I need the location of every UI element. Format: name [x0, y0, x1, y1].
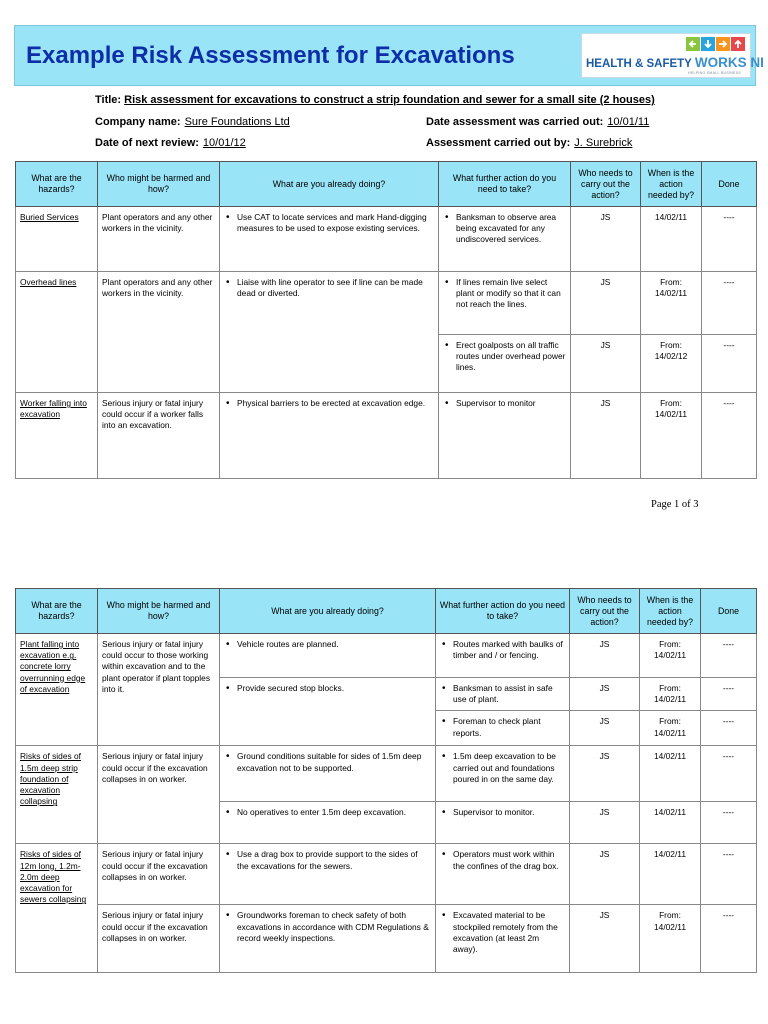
- col-by-whom: Who needs to carry out the action?: [571, 162, 641, 207]
- col-when: When is the action needed by?: [641, 162, 702, 207]
- table-row: [16, 634, 757, 678]
- by-whom-cell: JS: [571, 393, 641, 479]
- col-further: What further action do you need to take?: [439, 162, 571, 207]
- arrows-icon: [686, 37, 746, 51]
- doing-cell: • Liaise with line operator to see if line can be made dead or diverted.: [220, 272, 439, 393]
- who-cell: Serious injury or fatal injury could occur if the excavation collapses in on worker.: [98, 844, 220, 905]
- who-cell: Serious injury or fatal injury could occur to those working within excavation and to the plant operator if plant topples into it.: [98, 634, 220, 746]
- logo-text: HEALTH & SAFETY WORKS NI: [586, 55, 764, 70]
- who-cell: Plant operators and any other workers in the vicinity.: [98, 272, 220, 393]
- company-name: Company name: Sure Foundations Ltd: [95, 116, 290, 128]
- done-cell: ----: [701, 905, 757, 973]
- done-cell: ----: [701, 711, 757, 746]
- col-when: When is the action needed by?: [640, 589, 701, 634]
- table-row: [16, 746, 757, 802]
- further-cell: • 1.5m deep excavation to be carried out and foundations poured in on the same day.: [436, 746, 570, 802]
- date-carried-out: Date assessment was carried out: 10/01/11: [426, 116, 650, 128]
- company-name-value: Sure Foundations Ltd: [184, 116, 290, 128]
- who-cell: Serious injury or fatal injury could occur if the excavation collapses in on worker.: [98, 905, 220, 973]
- done-cell: ----: [701, 802, 757, 844]
- done-cell: ----: [702, 207, 757, 272]
- when-cell: 14/02/11: [640, 802, 701, 844]
- when-cell: From: 14/02/11: [640, 711, 701, 746]
- hazard-cell: Overhead lines: [16, 272, 98, 393]
- when-cell: 14/02/11: [640, 844, 701, 905]
- table-header-row: [16, 589, 757, 634]
- when-cell: From: 14/02/11: [641, 272, 702, 335]
- page-number: Page 1 of 3: [651, 499, 699, 510]
- doing-cell: • Physical barriers to be erected at excavation edge.: [220, 393, 439, 479]
- table-row: [16, 207, 757, 272]
- title-banner: [14, 25, 764, 86]
- date-carried-out-value: 10/01/11: [607, 116, 650, 128]
- when-cell: 14/02/11: [640, 746, 701, 802]
- doing-cell: • No operatives to enter 1.5m deep excavation.: [220, 802, 436, 844]
- hazard-cell: Risks of sides of 1.5m deep strip foundation of excavation collapsing: [16, 746, 98, 844]
- next-review-value: 10/01/12: [202, 137, 246, 149]
- by-whom-cell: JS: [570, 802, 640, 844]
- col-by-whom: Who needs to carry out the action?: [570, 589, 640, 634]
- col-hazards: What are the hazards?: [16, 589, 98, 634]
- col-doing: What are you already doing?: [220, 589, 436, 634]
- col-doing: What are you already doing?: [220, 162, 439, 207]
- by-whom-cell: JS: [570, 905, 640, 973]
- further-cell: • Excavated material to be stockpiled remotely from the excavation (at least 2m away).: [436, 905, 570, 973]
- carried-out-by: Assessment carried out by: J. Surebrick: [426, 137, 633, 149]
- by-whom-cell: JS: [571, 335, 641, 393]
- done-cell: ----: [702, 335, 757, 393]
- col-further: What further action do you need to take?: [436, 589, 570, 634]
- carried-out-by-value: J. Surebrick: [574, 137, 633, 149]
- next-review: Date of next review: 10/01/12: [95, 137, 246, 149]
- when-cell: From: 14/02/11: [641, 393, 702, 479]
- further-cell: • Supervisor to monitor.: [436, 802, 570, 844]
- done-cell: ----: [701, 844, 757, 905]
- done-cell: ----: [702, 393, 757, 479]
- when-cell: From: 14/02/11: [640, 634, 701, 678]
- by-whom-cell: JS: [570, 711, 640, 746]
- assessment-title: Title: Risk assessment for excavations to construct a strip foundation and sewer for a small site (2 houses): [95, 94, 655, 106]
- page-title: Example Risk Assessment for Excavations: [26, 42, 515, 69]
- by-whom-cell: JS: [570, 634, 640, 678]
- doing-cell: • Use a drag box to provide support to the sides of the excavations for the sewers.: [220, 844, 436, 905]
- done-cell: ----: [701, 634, 757, 678]
- when-cell: From: 14/02/12: [641, 335, 702, 393]
- doing-cell: • Vehicle routes are planned.: [220, 634, 436, 678]
- who-cell: Plant operators and any other workers in the vicinity.: [98, 207, 220, 272]
- table-row: [16, 844, 757, 905]
- col-hazards: What are the hazards?: [16, 162, 98, 207]
- further-cell: • Supervisor to monitor: [439, 393, 571, 479]
- health-safety-works-logo: [581, 33, 764, 78]
- col-done: Done: [701, 589, 757, 634]
- doing-cell: • Provide secured stop blocks.: [220, 678, 436, 746]
- by-whom-cell: JS: [570, 746, 640, 802]
- further-cell: • Foreman to check plant reports.: [436, 711, 570, 746]
- assessment-title-value: Risk assessment for excavations to construct a strip foundation and sewer for a small site (2 houses): [124, 94, 655, 106]
- doing-cell: • Ground conditions suitable for sides of 1.5m deep excavation not to be supported.: [220, 746, 436, 802]
- when-cell: From: 14/02/11: [640, 905, 701, 973]
- table-row: [16, 272, 757, 335]
- by-whom-cell: JS: [570, 678, 640, 711]
- hazard-cell: Buried Services: [16, 207, 98, 272]
- hazard-cell: Risks of sides of 12m long, 1.2m-2.0m deep excavation for sewers collapsing: [16, 844, 98, 973]
- by-whom-cell: JS: [570, 844, 640, 905]
- by-whom-cell: JS: [571, 207, 641, 272]
- further-cell: • Operators must work within the confines of the drag box.: [436, 844, 570, 905]
- done-cell: ----: [701, 678, 757, 711]
- doing-cell: • Groundworks foreman to check safety of both excavations in accordance with CDM Regulations & record weekly inspections.: [220, 905, 436, 973]
- further-cell: • Banksman to assist in safe use of plant.: [436, 678, 570, 711]
- when-cell: 14/02/11: [641, 207, 702, 272]
- further-cell: • Banksman to observe area being excavated for any undiscovered services.: [439, 207, 571, 272]
- who-cell: Serious injury or fatal injury could occur if the excavation collapses in on worker.: [98, 746, 220, 844]
- table-row: [16, 905, 757, 973]
- logo-tagline: HELPING SMALL BUSINESS: [688, 71, 741, 75]
- further-cell: • Routes marked with baulks of timber and / or fencing.: [436, 634, 570, 678]
- risk-table-1: [15, 161, 757, 479]
- table-row: [16, 393, 757, 479]
- by-whom-cell: JS: [571, 272, 641, 335]
- further-cell: • If lines remain live select plant or modify so that it can not reach the lines.: [439, 272, 571, 335]
- col-who: Who might be harmed and how?: [98, 589, 220, 634]
- further-cell: • Erect goalposts on all traffic routes under overhead power lines.: [439, 335, 571, 393]
- col-done: Done: [702, 162, 757, 207]
- when-cell: From: 14/02/11: [640, 678, 701, 711]
- who-cell: Serious injury or fatal injury could occur if a worker falls into an excavation.: [98, 393, 220, 479]
- done-cell: ----: [701, 746, 757, 802]
- done-cell: ----: [702, 272, 757, 335]
- risk-table-2: [15, 588, 757, 973]
- table-header-row: [16, 162, 757, 207]
- hazard-cell: Plant falling into excavation e.g. concrete lorry overrunning edge of excavation: [16, 634, 98, 746]
- doing-cell: • Use CAT to locate services and mark Hand-digging measures to be used to expose existing services.: [220, 207, 439, 272]
- hazard-cell: Worker falling into excavation: [16, 393, 98, 479]
- col-who: Who might be harmed and how?: [98, 162, 220, 207]
